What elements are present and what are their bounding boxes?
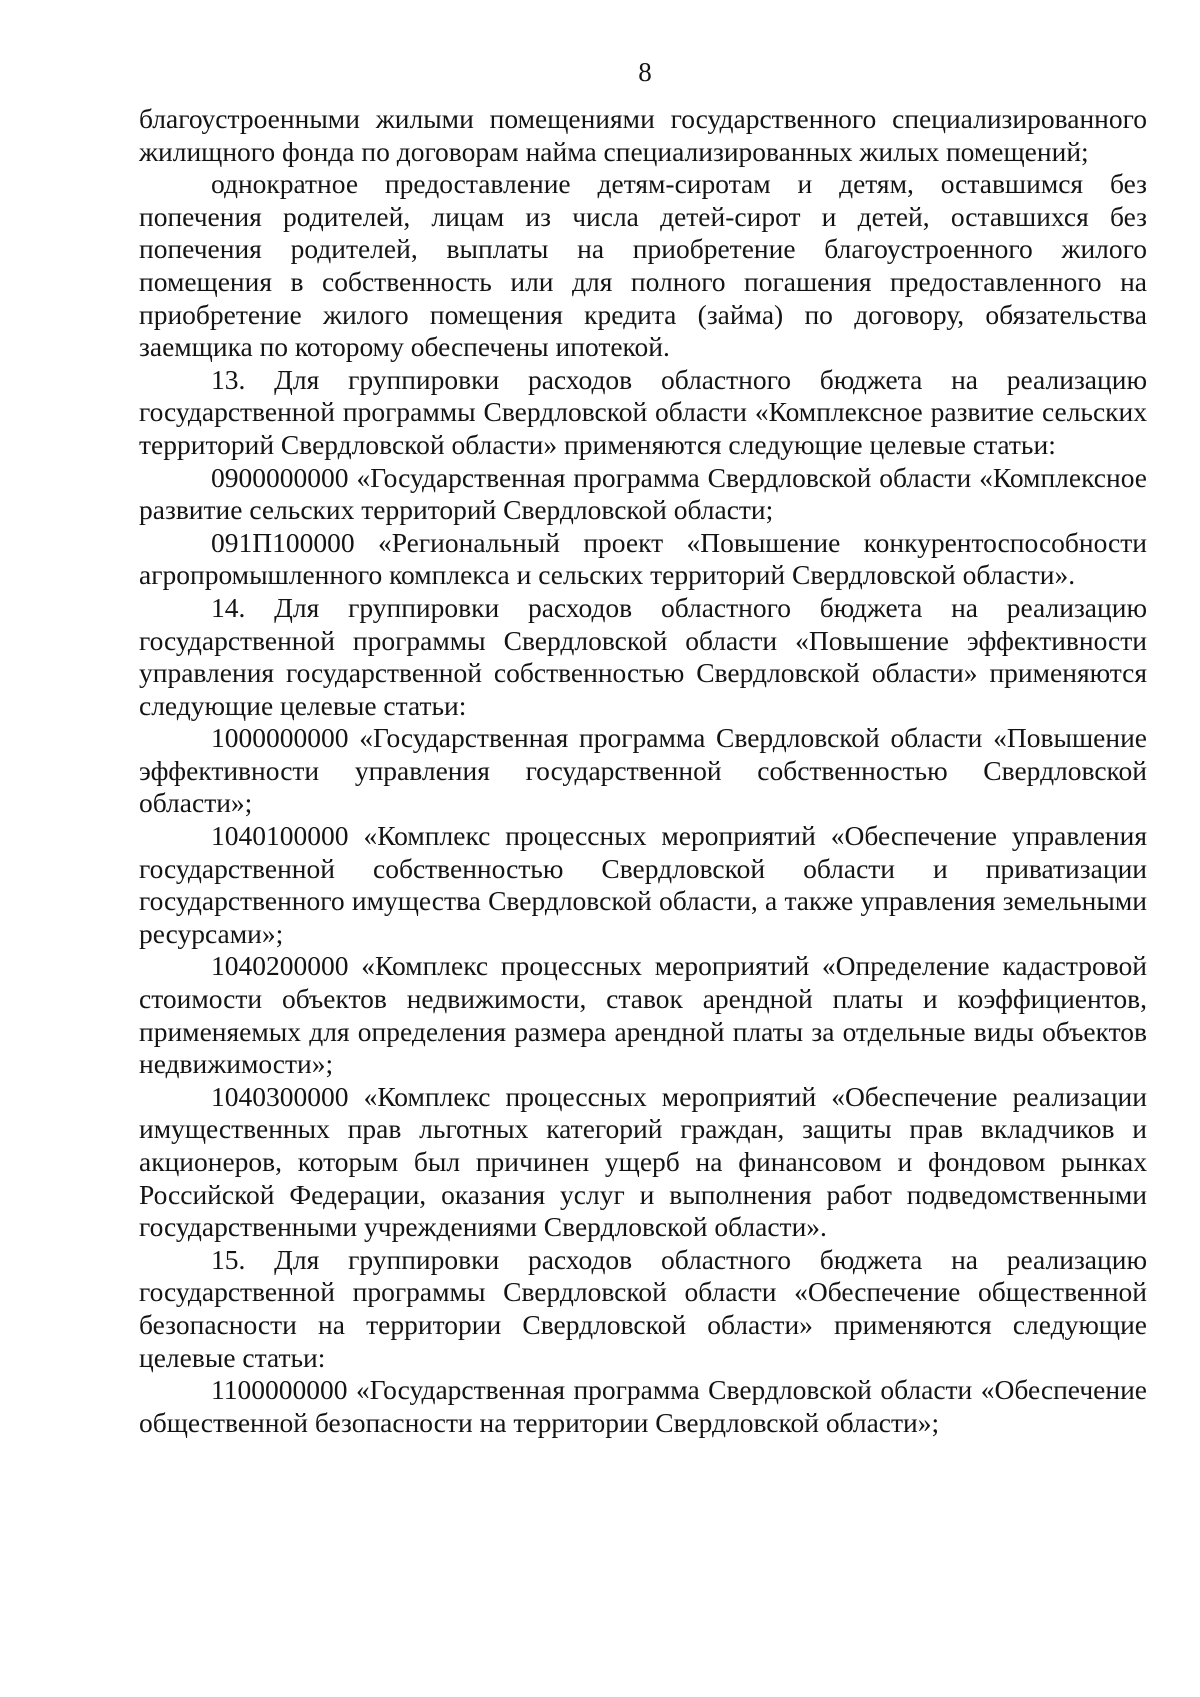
- paragraph-item-13: 13. Для группировки расходов областного бюджета на реализацию государственной программы Свердловской области «Комплексное развитие сельских территорий Свердловской области» применяются следующие целевые статьи:: [139, 363, 1147, 460]
- paragraph-article-1040200000: 1040200000 «Комплекс процессных мероприятий «Определение кадастровой стоимости объектов недвижимости, ставок арендной платы и коэффициентов, применяемых для определения размера арендной платы за отдельные виды объектов недвижимости»;: [139, 950, 1147, 1080]
- paragraph-article-1040300000: 1040300000 «Комплекс процессных мероприятий «Обеспечение реализации имущественных прав льготных категорий граждан, защиты прав вкладчиков и акционеров, которым был причинен ущерб на финансовом и фондовом рынках Российской Федерации, оказания услуг и выполнения работ подведомственными государственными учреждениями Свердловской области».: [139, 1080, 1147, 1243]
- paragraph-article-1040100000: 1040100000 «Комплекс процессных мероприятий «Обеспечение управления государственной собственностью Свердловской области и приватизации государственного имущества Свердловской области, а также управления земельными ресурсами»;: [139, 820, 1147, 949]
- paragraph-article-1000000000: 1000000000 «Государственная программа Свердловской области «Повышение эффективности управления государственной собственностью Свердловской области»;: [139, 722, 1147, 819]
- paragraph-continuation: благоустроенными жилыми помещениями государственного специализированного жилищного фонда по договорам найма специализированных жилых помещений;: [139, 103, 1147, 167]
- paragraph-article-0900000000: 0900000000 «Государственная программа Свердловской области «Комплексное развитие сельских территорий Свердловской области;: [139, 461, 1147, 526]
- page-number: 8: [638, 57, 652, 87]
- paragraph-article-091P100000: 091П100000 «Региональный проект «Повышение конкурентоспособности агропромышленного комплекса и сельских территорий Свердловской области».: [139, 526, 1147, 591]
- paragraph-item-14: 14. Для группировки расходов областного бюджета на реализацию государственной программы Свердловской области «Повышение эффективности управления государственной собственностью Свердловской области» применяются следующие целевые статьи:: [139, 591, 1147, 721]
- paragraph-article-1100000000: 1100000000 «Государственная программа Свердловской области «Обеспечение общественной безопасности на территории Свердловской области»;: [139, 1374, 1147, 1438]
- paragraph-orphan-payment: однократное предоставление детям-сиротам и детям, оставшимся без попечения родителей, лицам из числа детей-сирот и детей, оставшихся без попечения родителей, выплаты на приобретение благоустроенного жилого помещения в собственность или для полного погашения предоставленного на приобретение жилого помещения кредита (займа) по договору, обязательства заемщика по которому обеспечены ипотекой.: [139, 168, 1147, 363]
- paragraph-item-15: 15. Для группировки расходов областного бюджета на реализацию государственной программы Свердловской области «Обеспечение общественной безопасности на территории Свердловской области» применяются следующие целевые статьи:: [139, 1243, 1147, 1373]
- document-body: [139, 103, 1147, 1439]
